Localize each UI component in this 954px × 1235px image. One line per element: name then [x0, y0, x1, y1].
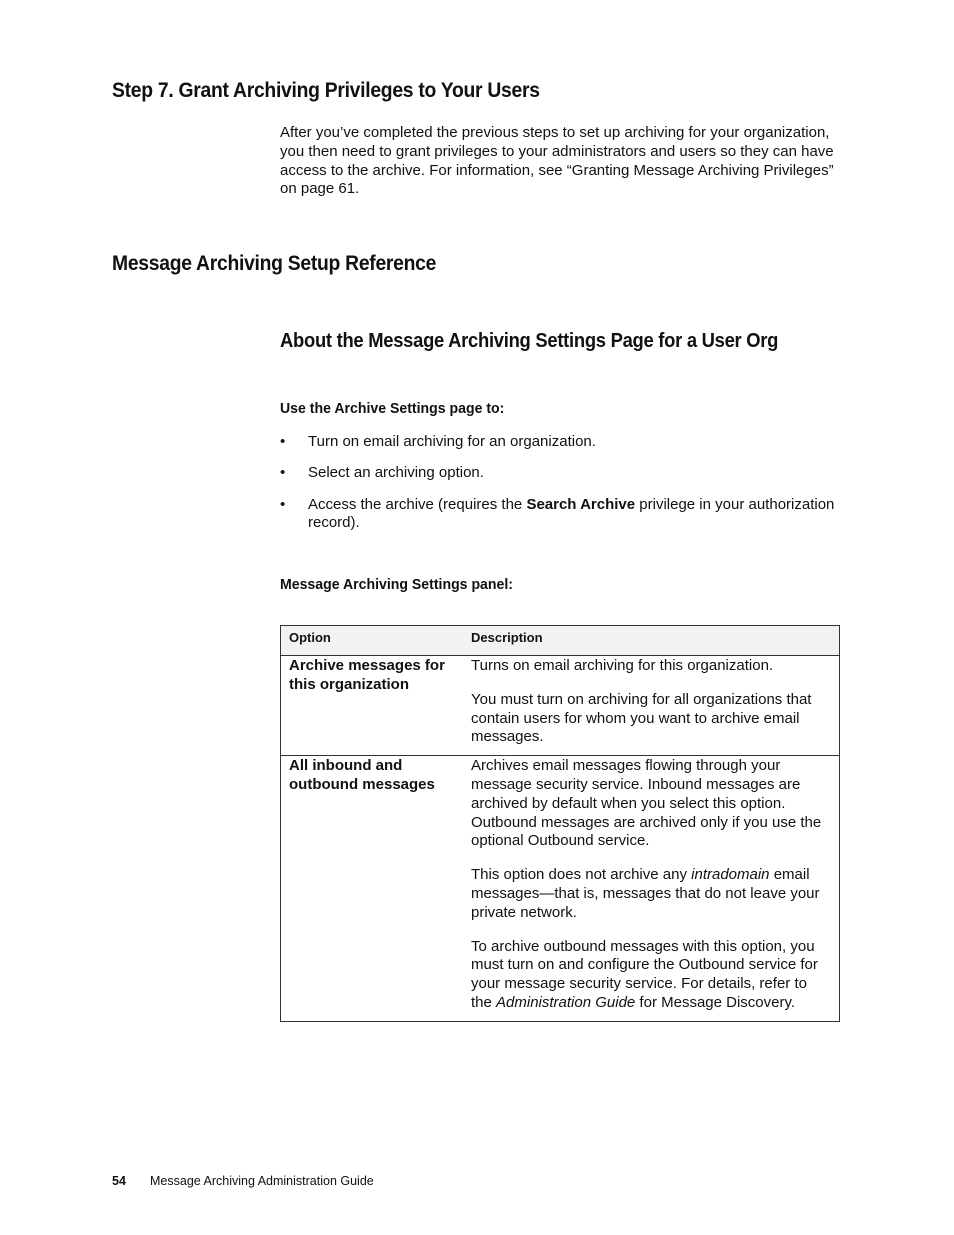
page-footer [112, 1174, 374, 1188]
step7-body: After you’ve completed the previous steps to set up archiving for your organization, you then need to grant privileges to your administrators and users so they can have access to the archive. For information, see “Granting Message Archiving Privileges” on page 61. [280, 124, 834, 198]
step7-heading: Step 7. Grant Archiving Privileges to Your Users [112, 79, 540, 102]
table-row [281, 756, 840, 1022]
description-paragraph: Turns on email archiving for this organization. [471, 657, 774, 674]
list-item [280, 433, 840, 452]
text-run: email messages—that is, messages that do not leave your private network. [471, 866, 820, 921]
option-name: All inbound and outbound messages [281, 756, 464, 1022]
column-header-option: Option [281, 626, 464, 656]
description-paragraph: Archives email messages flowing through your message security service. Inbound messages are archived by default when you select this option. Outbound messages are archived only if you use the optional Outbound service. [471, 757, 822, 850]
text-run: To archive outbound messages with this option, you must turn on and configure the Outbound service for your message security service. For details, refer to the [471, 937, 818, 1011]
option-description [463, 756, 840, 1022]
table-header-row [281, 626, 840, 656]
list-item [280, 496, 840, 534]
list-item-text: Select an archiving option. [308, 464, 484, 482]
guide-title: Message Archiving Administration Guide [150, 1174, 374, 1188]
bullet-icon: • [280, 495, 286, 513]
use-list [280, 433, 840, 546]
use-heading: Use the Archive Settings page to: [280, 400, 505, 417]
emphasis-text: intradomain [691, 866, 770, 884]
option-description [463, 656, 840, 756]
bullet-icon: • [280, 464, 286, 482]
text-run: for Message Discovery. [635, 993, 796, 1011]
description-paragraph [471, 866, 831, 922]
privilege-name: Search Archive [526, 495, 636, 513]
page-number: 54 [112, 1174, 126, 1188]
table-row [281, 656, 840, 756]
emphasis-text: Administration Guide [496, 993, 636, 1011]
list-item-text: Turn on email archiving for an organization. [308, 433, 596, 450]
list-item-text-pre: Access the archive (requires the [308, 495, 527, 513]
text-run: This option does not archive any [471, 866, 692, 884]
settings-page-subheading: About the Message Archiving Settings Page for a User Org [280, 330, 779, 352]
list-item-text-post: privilege in your authorization record). [308, 495, 835, 532]
settings-table [280, 625, 840, 1022]
reference-heading: Message Archiving Setup Reference [112, 252, 437, 275]
description-paragraph: You must turn on archiving for all organizations that contain users for whom you want to archive email messages. [471, 690, 812, 746]
panel-heading: Message Archiving Settings panel: [280, 576, 513, 593]
bullet-icon: • [280, 433, 286, 450]
option-name: Archive messages for this organization [281, 656, 464, 756]
description-paragraph [471, 938, 831, 1013]
column-header-description: Description [463, 626, 840, 656]
list-item [280, 464, 840, 483]
